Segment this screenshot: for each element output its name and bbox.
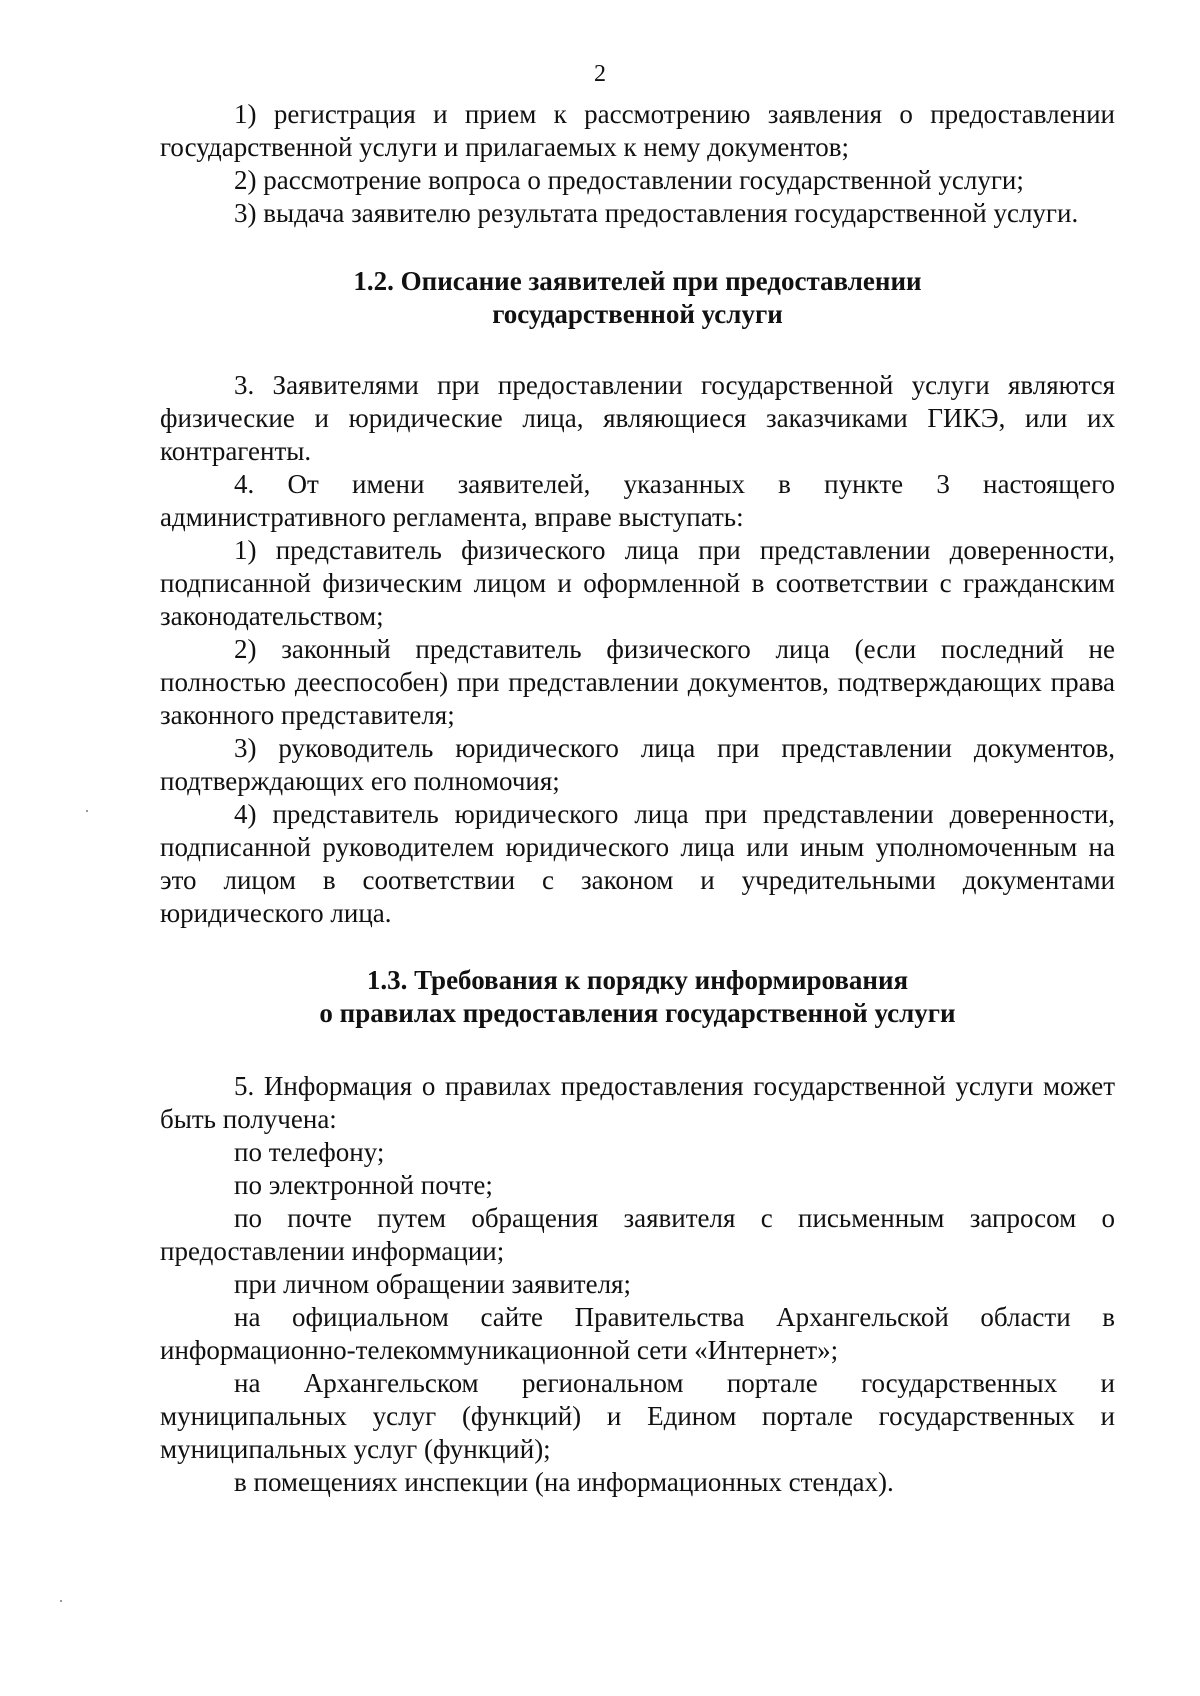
paragraph: 2) законный представитель физического лица (если последний не полностью дееспособен) при представлении документов, подтверждающих права законного представителя; bbox=[160, 634, 1115, 730]
section-heading-line: 1.2. Описание заявителей при предоставлении bbox=[353, 266, 922, 296]
paragraph: по электронной почте; bbox=[234, 1170, 493, 1200]
scan-speck bbox=[86, 810, 88, 812]
paragraph: 1) регистрация и прием к рассмотрению заявления о предоставлении государственной услуги и прилагаемых к нему документов; bbox=[160, 99, 1115, 162]
paragraph: 4. От имени заявителей, указанных в пункте 3 настоящего административного регламента, вправе выступать: bbox=[160, 469, 1115, 532]
paragraph: 1) представитель физического лица при представлении доверенности, подписанной физическим лицом и оформленной в соответствии с гражданским законодательством; bbox=[160, 535, 1115, 631]
paragraph: при личном обращении заявителя; bbox=[234, 1269, 631, 1299]
section-heading-1-2 bbox=[160, 265, 1115, 331]
paragraph: в помещениях инспекции (на информационных стендах). bbox=[234, 1467, 894, 1497]
paragraph: по почте путем обращения заявителя с письменным запросом о предоставлении информации; bbox=[160, 1203, 1115, 1266]
paragraph: 4) представитель юридического лица при представлении доверенности, подписанной руководителем юридического лица или иным уполномоченным на это лицом в соответствии с законом и учредительными документами юридического лица. bbox=[160, 799, 1115, 928]
paragraph: 3) руководитель юридического лица при представлении документов, подтверждающих его полномочия; bbox=[160, 733, 1115, 796]
document-body bbox=[160, 98, 1115, 1499]
paragraph: 2) рассмотрение вопроса о предоставлении государственной услуги; bbox=[234, 165, 1024, 195]
section-heading-line: государственной услуги bbox=[492, 299, 783, 329]
section-heading-1-3 bbox=[160, 964, 1115, 1030]
paragraph: 3) выдача заявителю результата предоставления государственной услуги. bbox=[234, 198, 1079, 228]
section-heading-line: 1.3. Требования к порядку информирования bbox=[366, 965, 909, 995]
paragraph: 3. Заявителями при предоставлении государственной услуги являются физические и юридические лица, являющиеся заказчиками ГИКЭ, или их контрагенты. bbox=[160, 370, 1115, 466]
paragraph: на официальном сайте Правительства Архангельской области в информационно-телекоммуникационной сети «Интернет»; bbox=[160, 1302, 1115, 1365]
paragraph: по телефону; bbox=[234, 1137, 385, 1167]
paragraph: 5. Информация о правилах предоставления государственной услуги может быть получена: bbox=[160, 1071, 1115, 1134]
scan-speck bbox=[60, 1600, 62, 1602]
page-number: 2 bbox=[594, 61, 606, 87]
paragraph: на Архангельском региональном портале государственных и муниципальных услуг (функций) и Едином портале государственных и муниципальных услуг (функций); bbox=[160, 1368, 1115, 1464]
section-heading-line: о правилах предоставления государственной услуги bbox=[319, 998, 956, 1028]
